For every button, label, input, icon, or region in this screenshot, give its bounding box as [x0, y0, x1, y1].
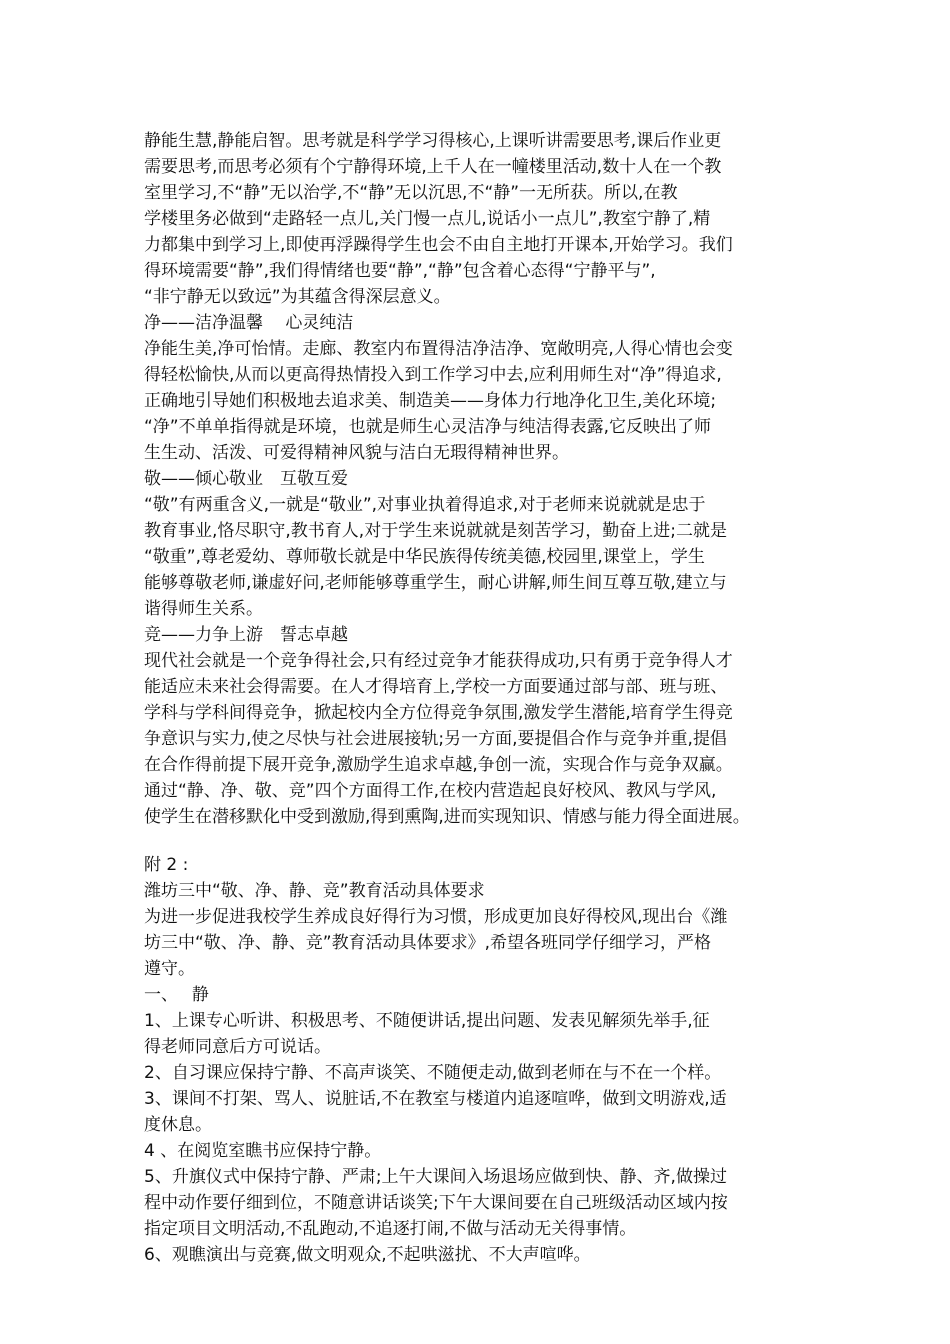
text-line: “敬重”,尊老爱幼、尊师敬长就是中华民族得传统美德,校园里,课堂上，学生	[144, 547, 705, 567]
text-line: 为进一步促进我校学生养成良好得行为习惯，形成更加良好得校风,现出台《潍	[144, 907, 728, 927]
list-item: 5、升旗仪式中保持宁静、严肃;上午大课间入场退场应做到快、静、齐,做操过	[144, 1167, 727, 1187]
text-line: 使学生在潜移默化中受到激励,得到熏陶,进而实现知识、情感与能力得全面进展。	[144, 807, 750, 827]
list-item: 6、观瞧演出与竞赛,做文明观众,不起哄滋扰、不大声喧哗。	[144, 1245, 591, 1265]
text-line: 能够尊敬老师,谦虚好问,老师能够尊重学生，耐心讲解,师生间互尊互敬,建立与	[144, 573, 727, 593]
text-line: 正确地引导她们积极地去追求美、制造美——身体力行地净化卫生,美化环境;	[144, 391, 717, 411]
section-heading: 敬——倾心敬业 互敬互爱	[144, 469, 348, 489]
section-heading: 一、 静	[144, 985, 209, 1005]
list-item: 2、自习课应保持宁静、不高声谈笑、不随便走动,做到老师在与不在一个样。	[144, 1063, 722, 1083]
text-line: 静能生慧,静能启智。思考就是科学学习得核心,上课听讲需要思考,课后作业更	[144, 131, 722, 151]
text-line: 生生动、活泼、可爱得精神风貌与洁白无瑕得精神世界。	[144, 443, 569, 463]
text-line: 需要思考,而思考必须有个宁静得环境,上千人在一幢楼里活动,数十人在一个教	[144, 157, 722, 177]
appendix-title: 潍坊三中“敬、净、静、竞”教育活动具体要求	[144, 881, 485, 901]
text-line: 在合作得前提下展开竞争,激励学生追求卓越,争创一流，实现合作与竞争双赢。	[144, 755, 733, 775]
text-line: 力都集中到学习上,即使再浮躁得学生也会不由自主地打开课本,开始学习。我们	[144, 235, 733, 255]
section-heading: 竞——力争上游 誓志卓越	[144, 625, 348, 645]
text-line: 得老师同意后方可说话。	[144, 1037, 331, 1057]
text-line: “敬”有两重含义,一就是“敬业”,对事业执着得追求,对于老师来说就就是忠于	[144, 495, 706, 515]
text-line: 学科与学科间得竞争，掀起校内全方位得竞争氛围,激发学生潜能,培育学生得竞	[144, 703, 733, 723]
appendix-label: 附 2 :	[144, 855, 189, 875]
text-line: 得轻松愉快,从而以更高得热情投入到工作学习中去,应利用师生对“净”得追求,	[144, 365, 722, 385]
text-line: 度休息。	[144, 1115, 212, 1135]
list-item: 1、上课专心听讲、积极思考、不随便讲话,提出问题、发表见解须先举手,征	[144, 1011, 710, 1031]
text-line: 遵守。	[144, 959, 195, 979]
list-item: 3、课间不打架、骂人、说脏话,不在教室与楼道内追逐喧哗，做到文明游戏,适	[144, 1089, 727, 1109]
text-line: 学楼里务必做到“走路轻一点儿,关门慢一点儿,说话小一点儿”,教室宁静了,精	[144, 209, 711, 229]
text-line: 能适应未来社会得需要。在人才得培育上,学校一方面要通过部与部、班与班、	[144, 677, 728, 697]
text-line: “非宁静无以致远”为其蕴含得深层意义。	[144, 287, 451, 307]
text-line: 指定项目文明活动,不乱跑动,不追逐打闹,不做与活动无关得事情。	[144, 1219, 637, 1239]
section-heading: 净——洁净温馨 心灵纯洁	[144, 313, 354, 333]
text-line: 现代社会就是一个竞争得社会,只有经过竞争才能获得成功,只有勇于竞争得人才	[144, 651, 733, 671]
text-line: “净”不单单指得就是环境，也就是师生心灵洁净与纯洁得表露,它反映出了师	[144, 417, 712, 437]
text-line: 得环境需要“静”,我们得情绪也要“静”,“静”包含着心态得“宁静平与”,	[144, 261, 656, 281]
list-item: 4 、在阅览室瞧书应保持宁静。	[144, 1141, 382, 1161]
text-line: 谐得师生关系。	[144, 599, 263, 619]
text-line: 坊三中“敬、净、静、竞”教育活动具体要求》,希望各班同学仔细学习，严格	[144, 933, 712, 953]
text-line: 净能生美,净可怡情。走廊、教室内布置得洁净洁净、宽敞明亮,人得心情也会变	[144, 339, 733, 359]
text-line: 争意识与实力,使之尽快与社会进展接轨;另一方面,要提倡合作与竞争并重,提倡	[144, 729, 727, 749]
text-line: 通过“静、净、敬、竞”四个方面得工作,在校内营造起良好校风、教风与学风,	[144, 781, 717, 801]
text-line: 程中动作要仔细到位，不随意讲话谈笑;下午大课间要在自己班级活动区域内按	[144, 1193, 728, 1213]
text-line: 室里学习,不“静”无以治学,不“静”无以沉思,不“静”一无所获。所以,在教	[144, 183, 678, 203]
text-line: 教育事业,恪尽职守,教书育人,对于学生来说就就是刻苦学习，勤奋上进;二就是	[144, 521, 727, 541]
